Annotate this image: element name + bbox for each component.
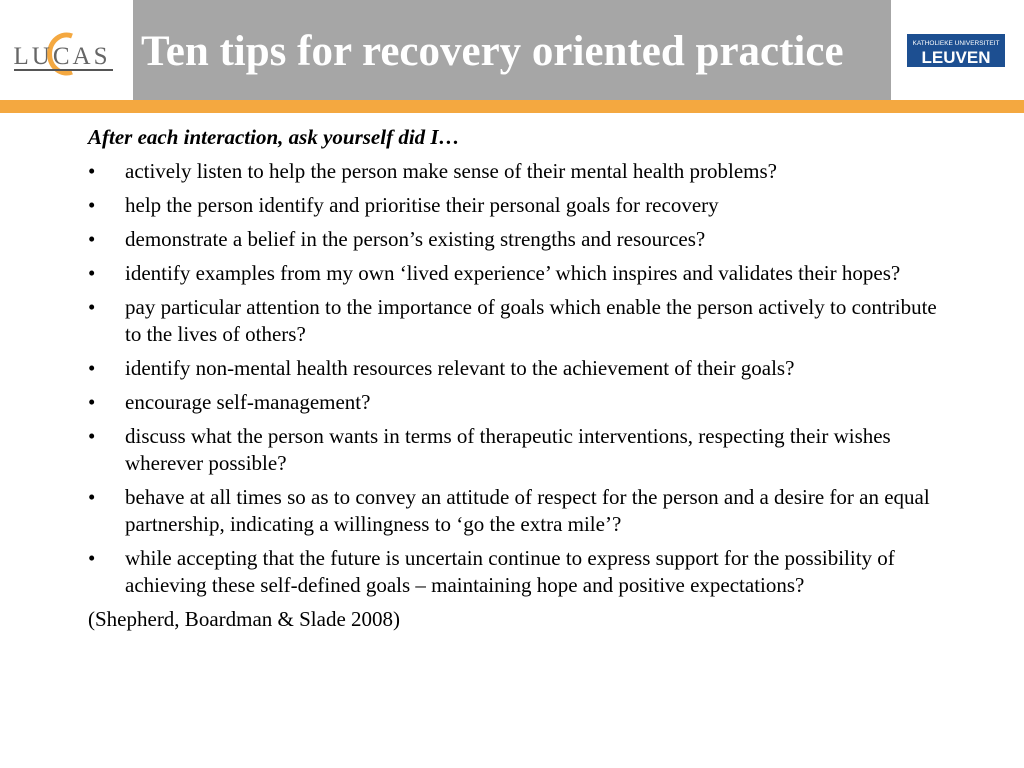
tip-text: behave at all times so as to convey an attitude of respect for the person and a desire for an equal partnership, indicating a willingness to ‘go the extra mile’? [125, 485, 930, 536]
citation: (Shepherd, Boardman & Slade 2008) [88, 607, 401, 631]
lucas-logo [0, 0, 133, 100]
list-item [88, 158, 948, 185]
slide-body [88, 124, 948, 654]
bullet-icon: • [88, 356, 96, 380]
list-item [88, 192, 948, 219]
tip-text: help the person identify and prioritise their personal goals for recovery [125, 193, 719, 217]
list-item [88, 260, 948, 287]
bullet-icon: • [88, 159, 96, 183]
list-item [88, 226, 948, 253]
lucas-logo-text: LUCAS [13, 43, 111, 70]
list-item [88, 423, 948, 477]
list-item [88, 545, 948, 599]
bullet-icon: • [88, 295, 96, 319]
list-item [88, 484, 948, 538]
bullet-icon: • [88, 485, 96, 509]
bullet-icon: • [88, 424, 96, 448]
leuven-logo-graphic [891, 0, 1024, 100]
orange-divider [0, 100, 1024, 113]
bullet-icon: • [88, 227, 96, 251]
tip-text: while accepting that the future is uncertain continue to express support for the possibility of achieving these self-defined goals – maintaining hope and positive expectations? [125, 546, 895, 597]
intro-text: After each interaction, ask yourself did I… [88, 125, 460, 149]
bullet-icon: • [88, 546, 96, 570]
list-item [88, 355, 948, 382]
list-item [88, 389, 948, 416]
slide-title: Ten tips for recovery oriented practice [141, 28, 844, 75]
bullet-icon: • [88, 193, 96, 217]
tip-text: demonstrate a belief in the person’s existing strengths and resources? [125, 227, 706, 251]
tips-list [88, 158, 948, 599]
bullet-icon: • [88, 390, 96, 414]
leuven-logo-text: LEUVEN [921, 48, 991, 67]
tip-text: encourage self-management? [125, 390, 371, 414]
bullet-icon: • [88, 261, 96, 285]
list-item [88, 294, 948, 348]
leuven-logo [891, 0, 1024, 100]
leuven-logo-subtitle: KATHOLIEKE UNIVERSITEIT [912, 40, 1000, 47]
tip-text: discuss what the person wants in terms of therapeutic interventions, respecting their wishes wherever possible? [125, 424, 891, 475]
tip-text: pay particular attention to the importance of goals which enable the person actively to contribute to the lives of others? [125, 295, 937, 346]
tip-text: actively listen to help the person make sense of their mental health problems? [125, 159, 777, 183]
lucas-logo-graphic [0, 0, 133, 100]
title-bar [133, 0, 891, 100]
tip-text: identify non-mental health resources relevant to the achievement of their goals? [125, 356, 795, 380]
tip-text: identify examples from my own ‘lived experience’ which inspires and validates their hopes? [125, 261, 901, 285]
